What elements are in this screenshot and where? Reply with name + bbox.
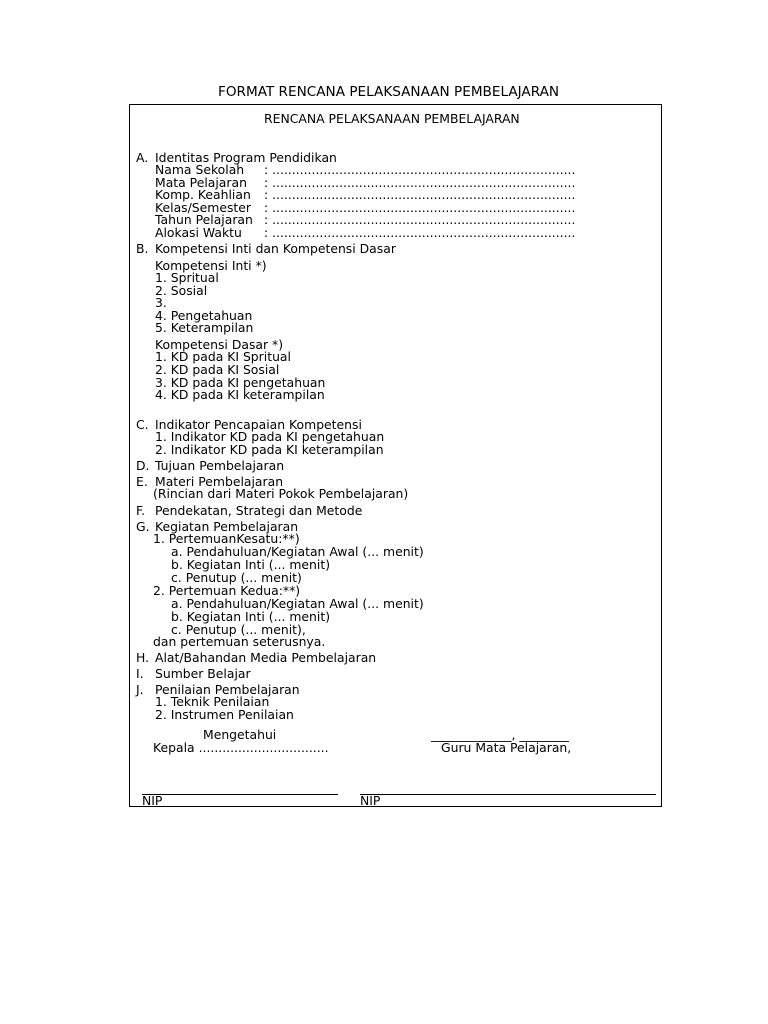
ki-title: Kompetensi Inti *) — [155, 258, 267, 273]
list-item: 2. Indikator KD pada KI keterampilan — [155, 442, 384, 457]
section-j-title: Penilaian Pembelajaran — [155, 682, 300, 697]
field-label: Mata Pelajaran — [155, 175, 247, 190]
section-h-title: Alat/Bahandan Media Pembelajaran — [155, 650, 377, 665]
kd-title: Kompetensi Dasar *) — [155, 337, 284, 352]
list-item: b. Kegiatan Inti (... menit) — [171, 557, 331, 572]
list-item: 3. — [155, 295, 167, 310]
section-c-mark: C. — [136, 417, 149, 432]
list-item: 1. Spritual — [155, 270, 219, 285]
section-d-mark: D. — [136, 458, 150, 473]
section-e-note: (Rincian dari Materi Pokok Pembelajaran) — [153, 486, 409, 501]
section-b-mark: B. — [136, 241, 149, 256]
field-label: Kelas/Semester — [155, 200, 252, 215]
field-value: : ............................................................................. — [264, 175, 576, 190]
nip-right: NIP — [360, 793, 381, 808]
section-d-title: Tujuan Pembelajaran — [155, 458, 285, 473]
signature-line-right — [360, 794, 656, 795]
list-item: 4. KD pada KI keterampilan — [155, 387, 325, 402]
list-item: 1. Indikator KD pada KI pengetahuan — [155, 429, 385, 444]
meeting-continuation: dan pertemuan seterusnya. — [153, 634, 326, 649]
list-item: a. Pendahuluan/Kegiatan Awal (... menit) — [171, 544, 424, 559]
section-b-title: Kompetensi Inti dan Kompetensi Dasar — [155, 241, 396, 256]
field-value: : ............................................................................. — [264, 225, 576, 240]
nip-left: NIP — [142, 793, 163, 808]
guru-label: Guru Mata Pelajaran, — [441, 740, 572, 755]
list-item: 3. KD pada KI pengetahuan — [155, 375, 326, 390]
meeting-2: 2. Pertemuan Kedua:**) — [153, 583, 301, 598]
field-value: : ............................................................................. — [264, 212, 576, 227]
list-item: 1. KD pada KI Spritual — [155, 349, 291, 364]
list-item: a. Pendahuluan/Kegiatan Awal (... menit) — [171, 596, 424, 611]
section-i-title: Sumber Belajar — [155, 666, 251, 681]
field-label: Alokasi Waktu — [155, 225, 242, 240]
section-a-title: Identitas Program Pendidikan — [155, 150, 337, 165]
list-item: 2. Instrumen Penilaian — [155, 707, 294, 722]
section-f-title: Pendekatan, Strategi dan Metode — [155, 503, 363, 518]
section-g-mark: G. — [136, 519, 150, 534]
section-e-mark: E. — [136, 474, 148, 489]
section-g-title: Kegiatan Pembelajaran — [155, 519, 299, 534]
field-value: : ............................................................................. — [264, 162, 576, 177]
field-value: : ............................................................................. — [264, 187, 576, 202]
list-item: c. Penutup (... menit) — [171, 570, 302, 585]
section-h-mark: H. — [136, 650, 150, 665]
form-header: RENCANA PELAKSANAAN PEMBELAJARAN — [264, 111, 520, 126]
mengetahui-label: Mengetahui — [203, 727, 277, 742]
section-a-mark: A. — [136, 150, 149, 165]
list-item: b. Kegiatan Inti (... menit) — [171, 609, 331, 624]
field-value: : ............................................................................. — [264, 200, 576, 215]
list-item: 1. Teknik Penilaian — [155, 694, 270, 709]
section-c-title: Indikator Pencapaian Kompetensi — [155, 417, 362, 432]
section-j-mark: J. — [136, 682, 144, 697]
list-item: 4. Pengetahuan — [155, 308, 253, 323]
kepala-label: Kepala ................................. — [153, 740, 329, 755]
list-item: c. Penutup (... menit), — [171, 622, 306, 637]
list-item: 5. Keterampilan — [155, 320, 254, 335]
section-f-mark: F. — [136, 503, 146, 518]
section-i-mark: I. — [136, 666, 144, 681]
place-date-line: _____________, ________ — [431, 727, 569, 742]
meeting-1: 1. PertemuanKesatu:**) — [153, 531, 300, 546]
signature-line-left — [142, 794, 338, 795]
field-label: Komp. Keahlian — [155, 187, 251, 202]
document-title: FORMAT RENCANA PELAKSANAAN PEMBELAJARAN — [218, 84, 560, 100]
list-item: 2. Sosial — [155, 283, 208, 298]
section-e-title: Materi Pembelajaran — [155, 474, 284, 489]
field-label: Nama Sekolah — [155, 162, 245, 177]
field-label: Tahun Pelajaran — [155, 212, 253, 227]
list-item: 2. KD pada KI Sosial — [155, 362, 280, 377]
